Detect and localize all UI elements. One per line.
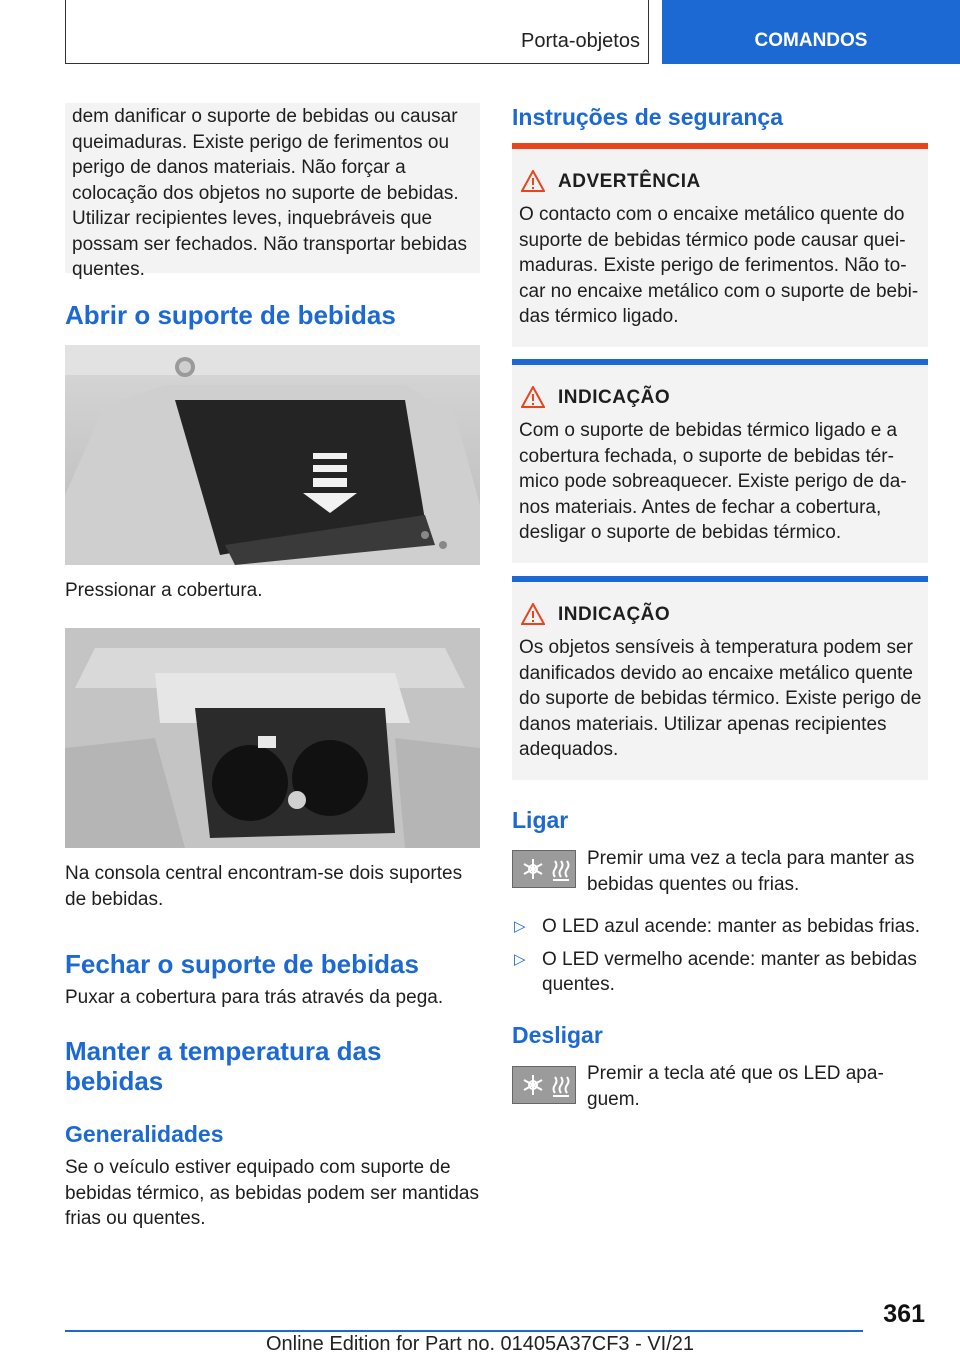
cool-heat-key-icon [512, 850, 576, 888]
general-text: Se o veículo estiver equipado com suporte de bebidas térmico, as bebidas podem ser mantidas frias ou quentes. [65, 1157, 480, 1229]
caption-press-cover: Pressionar a cobertura. [65, 580, 263, 601]
chapter-label: COMANDOS [754, 30, 868, 51]
triangle-right-icon: ▷ [514, 918, 526, 935]
triangle-right-icon: ▷ [514, 950, 526, 968]
warning-triangle-icon [521, 603, 545, 625]
warning-text: O contacto com o encaixe metálico quente do suporte de bebidas térmico pode causar queimaduras. Existe perigo de ferimentos. Não tocar no encaixe metálico com o suporte de bebidas térmico ligado. [519, 204, 919, 327]
bullet-text: O LED azul acende: manter as bebidas frias. [542, 916, 921, 937]
figure-cover-closed [65, 345, 480, 565]
note2-text: Os objetos sensíveis à temperatura podem ser danificados devido ao encaixe metálico quente do suporte de bebidas térmico. Existe perigo de danos materiais. Utilizar apenas recipientes adequados. [519, 637, 922, 760]
heading-safety: Instruções de segurança [512, 104, 783, 130]
warning-title: ADVERTÊNCIA [558, 171, 701, 192]
bullet-list [512, 914, 928, 998]
warning-triangle-icon [521, 170, 545, 192]
heading-on: Ligar [512, 807, 569, 833]
off-text: Premir a tecla até que os LED apaguem. [587, 1063, 884, 1110]
caption-two-holders: Na consola central encontram-se dois suportes de bebidas. [65, 863, 463, 910]
figure-cupholders-drawing [65, 628, 480, 848]
figure-cupholders [65, 628, 480, 848]
cool-heat-key-icon [512, 1066, 576, 1104]
note1-text: Com o suporte de bebidas térmico ligado e a cobertura fechada, o suporte de bebidas térmico pode sobreaquecer. Existe perigo de danos materiais. Antes de fechar a cobertura, desligar o suporte de bebidas térmico. [519, 420, 907, 543]
intro-text: dem danificar o suporte de bebidas ou causar queimaduras. Existe perigo de ferimentos ou perigo de danos materiais. Não forçar a colocação dos objetos no suporte de bebidas. Utilizar recipientes leves, inquebráveis que possam ser fechados. Não transportar bebidas quentes. [72, 106, 467, 280]
heading-keep-temperature: Manter a temperatura das bebidas [65, 1036, 382, 1096]
section-title: Porta-objetos [521, 30, 640, 52]
list-item [512, 914, 928, 940]
warning-box [512, 149, 928, 347]
page-number: 361 [883, 1300, 925, 1328]
note2-title: INDICAÇÃO [558, 604, 671, 625]
on-text: Premir uma vez a tecla para manter as bebidas quentes ou frias. [587, 848, 915, 895]
footer-rule [65, 1330, 863, 1332]
note2-box [512, 582, 928, 780]
figure-cover-closed-drawing [65, 345, 480, 565]
footer-edition: Online Edition for Part no. 01405A37CF3 - VI/21 [265, 1333, 695, 1355]
heading-close: Fechar o suporte de bebidas [65, 949, 419, 979]
bullet-text: O LED vermelho acende: manter as bebidas quentes. [542, 948, 917, 995]
heading-off: Desligar [512, 1022, 603, 1048]
close-text: Puxar a cobertura para trás através da pega. [65, 987, 444, 1008]
chapter-tab[interactable] [662, 0, 960, 64]
warning-triangle-icon [521, 386, 545, 408]
intro-box [65, 103, 480, 280]
heading-general: Generalidades [65, 1121, 224, 1147]
heading-open: Abrir o suporte de bebidas [65, 300, 396, 330]
header-section-box [65, 0, 649, 64]
list-item [512, 947, 928, 998]
note1-box [512, 365, 928, 563]
note1-title: INDICAÇÃO [558, 387, 671, 408]
